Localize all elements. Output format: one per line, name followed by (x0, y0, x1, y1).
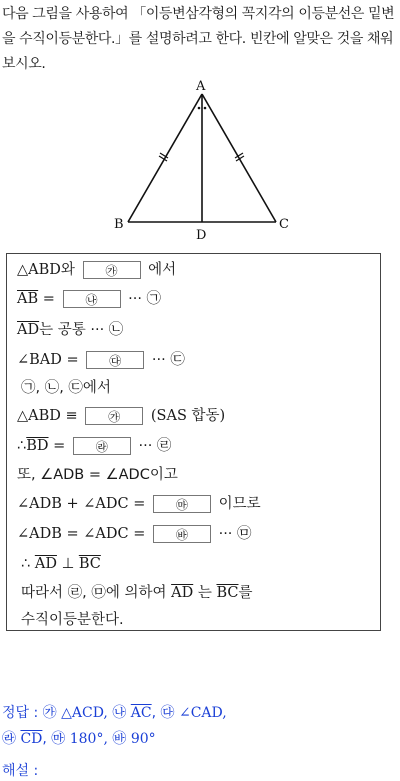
angle-mark-right (204, 107, 207, 110)
proof-box (6, 253, 381, 631)
answer-block (2, 700, 398, 752)
problem-statement: 다음 그림을 사용하여 「이등변삼각형의 꼭지각의 이등분선은 밑변을 수직이등분한다.」를 설명하려고 한다. 빈칸에 알맞은 것을 채워보시오. (2, 6, 395, 72)
label-a: A (196, 79, 206, 94)
proof-line-9: ∠ADB + ∠ADC = ㉲ 이므로 (17, 496, 261, 512)
blank-ma[interactable]: ㉲ (153, 495, 211, 513)
proof-line-2: $\overline{AB}$ = ㉯ ··· ㉠ (17, 291, 162, 307)
blank-ba[interactable]: ㉳ (153, 525, 211, 543)
proof-line-4: ∠BAD = ㉰ ··· ㉢ (17, 352, 185, 368)
proof-line-5: ㉠, ㉡, ㉢에서 (21, 380, 111, 396)
label-c: C (279, 217, 289, 232)
answer-line-2: ㉱ $\overline{CD}$, ㉲ 180°, ㉳ 90° (2, 731, 156, 747)
blank-ga-2[interactable]: ㉮ (85, 407, 143, 425)
explanation-label: 해설 : (2, 763, 39, 779)
side-ab (128, 94, 202, 222)
proof-line-1: △ABD와 ㉮ 에서 (17, 262, 177, 278)
isosceles-triangle-figure (0, 76, 400, 246)
blank-na[interactable]: ㉯ (63, 290, 121, 308)
proof-line-7: $\therefore\overline{BD}$ = ㉱ ··· ㉣ (17, 438, 172, 454)
proof-line-10: ∠ADB = ∠ADC = ㉳ ··· ㉤ (17, 526, 252, 542)
proof-line-6: △ABD ≡ ㉮ (SAS 합동) (17, 408, 226, 424)
blank-da[interactable]: ㉰ (86, 351, 144, 369)
proof-line-8: 또, ∠ADB = ∠ADC이고 (17, 467, 178, 483)
proof-line-12: 따라서 ㉣, ㉤에 의하여 $\overline{AD}$ 는 $\overline{BC}$를 (21, 585, 253, 601)
proof-line-3: $\overline{AD}$는 공통 ··· ㉡ (17, 322, 124, 338)
angle-mark-left (198, 107, 201, 110)
side-ac (202, 94, 276, 222)
label-b: B (114, 217, 124, 232)
proof-line-11: ∴ $\overline{AD}$ ⊥ $\overline{BC}$ (21, 556, 101, 572)
answer-line-1: 정답 : ㉮ △ACD, ㉯ $\overline{AC}$, ㉰ ∠CAD, (2, 705, 227, 721)
label-d: D (196, 228, 207, 243)
blank-ga[interactable]: ㉮ (83, 261, 141, 279)
blank-ra[interactable]: ㉱ (73, 437, 131, 455)
answer-label: 정답 : (2, 705, 39, 721)
proof-line-13: 수직이등분한다. (21, 612, 124, 628)
